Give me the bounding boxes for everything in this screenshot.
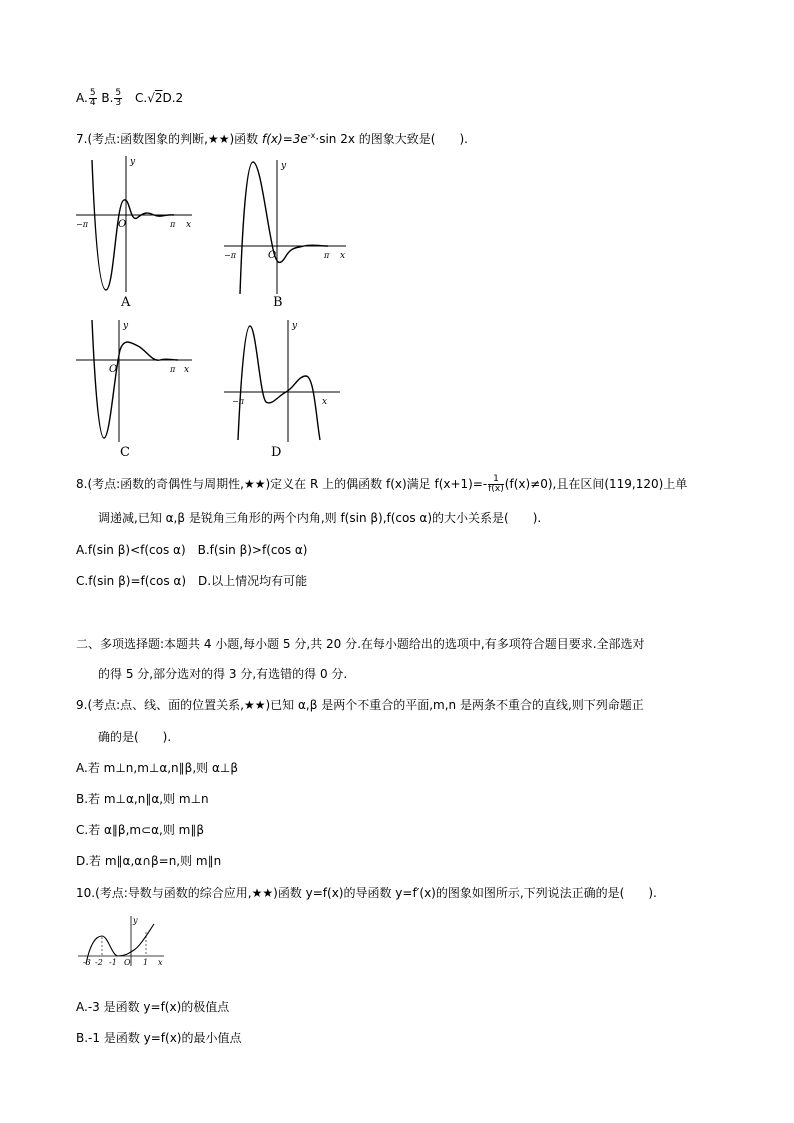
y-label: y	[123, 321, 129, 331]
curve	[92, 320, 178, 438]
tick-neg1: -1	[109, 958, 117, 967]
neg-pi-label: −π	[76, 220, 88, 229]
pos-pi-label: π	[170, 365, 176, 374]
q7-stem: 7.(考点:函数图象的判断,★★)函数 $f(x)=3e^{-x}\cdot\sin$ 2x 的图象大致是( ).	[76, 131, 468, 146]
section2-heading-line1: 二、多项选择题:本题共 4 小题,每小题 5 分,共 20 分.在每小题给出的选项中,有多项符合题目要求.全部选对	[76, 637, 645, 651]
q7-graph-c	[74, 316, 198, 444]
q6-option-b-fraction: $\frac{5}{3}$	[115, 88, 122, 108]
section2-heading-line2: 的得 5 分,部分选对的得 3 分,有选错的得 0 分.	[98, 667, 348, 681]
x-label: x	[186, 220, 192, 230]
q6-option-d: D.2	[162, 91, 184, 105]
q8-option-c: C.f(sin β)=f(cos α) D.以上情况均有可能	[76, 574, 308, 588]
q7-label-d: D	[271, 445, 282, 460]
curve	[238, 326, 320, 440]
q6-option-c-sqrt: √2	[147, 91, 163, 105]
q9-stem-line2: 确的是( ).	[98, 730, 172, 744]
q6-option-b-prefix: B.	[101, 91, 114, 105]
y-label: y	[292, 321, 298, 331]
neg-pi-label: −π	[224, 251, 236, 260]
x-label: x	[158, 958, 163, 967]
neg-pi-label: −π	[232, 397, 244, 406]
q8-fraction: $\frac{1}{f(x)}$	[488, 474, 504, 494]
tick-neg2: -2	[95, 958, 103, 967]
q8-option-b: B.f(sin β)>f(cos α)	[197, 543, 308, 557]
q8-option-a: A.f(sin β)<f(cos α) B.f(sin β)>f(cos α)	[76, 543, 308, 557]
q9-option-c: C.若 α∥β,m⊂α,则 m∥β	[76, 823, 205, 837]
q7-graph-a	[74, 152, 198, 294]
q8-stem-line2: 调递减,已知 α,β 是锐角三角形的两个内角,则 f(sin β),f(cos α)的大小关系是( ).	[98, 511, 542, 525]
origin-label: O	[268, 250, 277, 261]
q7-label-c: C	[120, 445, 130, 460]
x-label: x	[322, 397, 328, 407]
q6-option-a-prefix: A.	[76, 91, 88, 105]
tick-neg3: -3	[83, 958, 91, 967]
q7-label-a: A	[121, 295, 131, 310]
q6-options	[76, 89, 183, 108]
q9-option-d: D.若 m∥α,α∩β=n,则 m∥n	[76, 854, 222, 868]
origin-label: O	[118, 219, 127, 230]
origin-label: O	[109, 364, 118, 375]
q7-graph-d	[222, 316, 346, 444]
x-label: x	[184, 365, 190, 375]
q9-stem-line1: 9.(考点:点、线、面的位置关系,★★)已知 α,β 是两个不重合的平面,m,n 是两条不重合的直线,则下列命题正	[76, 698, 644, 712]
q6-option-a-fraction: $\frac{5}{4}$	[89, 88, 96, 108]
y-label: y	[281, 161, 287, 171]
curve	[92, 160, 174, 290]
q8-stem-line1: 8.(考点:函数的奇偶性与周期性,★★)定义在 R 上的偶函数 f(x)满足 f(x+1)=- $\frac{1}{f(x)}$ (f(x)≠0),且在区间(119,120)上单	[76, 474, 688, 494]
pos-pi-label: π	[324, 251, 330, 260]
q7-label-b: B	[273, 295, 283, 310]
q10-option-a: A.-3 是函数 y=f(x)的极值点	[76, 1000, 230, 1014]
y-label: y	[133, 916, 138, 925]
curve	[240, 162, 328, 294]
q9-option-a: A.若 m⊥n,m⊥α,n∥β,则 α⊥β	[76, 761, 238, 775]
q9-option-b: B.若 m⊥α,n∥α,则 m⊥n	[76, 792, 209, 806]
q10-option-b: B.-1 是函数 y=f(x)的最小值点	[76, 1031, 242, 1045]
q10-derivative-graph	[74, 914, 168, 968]
q7-graph-b	[222, 156, 352, 296]
pos-pi-label: π	[170, 220, 176, 229]
x-label: x	[340, 251, 346, 261]
q8-option-d: D.以上情况均有可能	[198, 574, 308, 588]
tick-1: 1	[143, 958, 149, 967]
q10-stem: 10.(考点:导数与函数的综合应用,★★)函数 y=f(x)的导函数 y=f′(x)的图象如图所示,下列说法正确的是( ).	[76, 886, 657, 900]
origin-label: O	[124, 958, 131, 967]
q6-option-c-prefix: C.	[134, 91, 148, 105]
y-label: y	[130, 157, 136, 167]
